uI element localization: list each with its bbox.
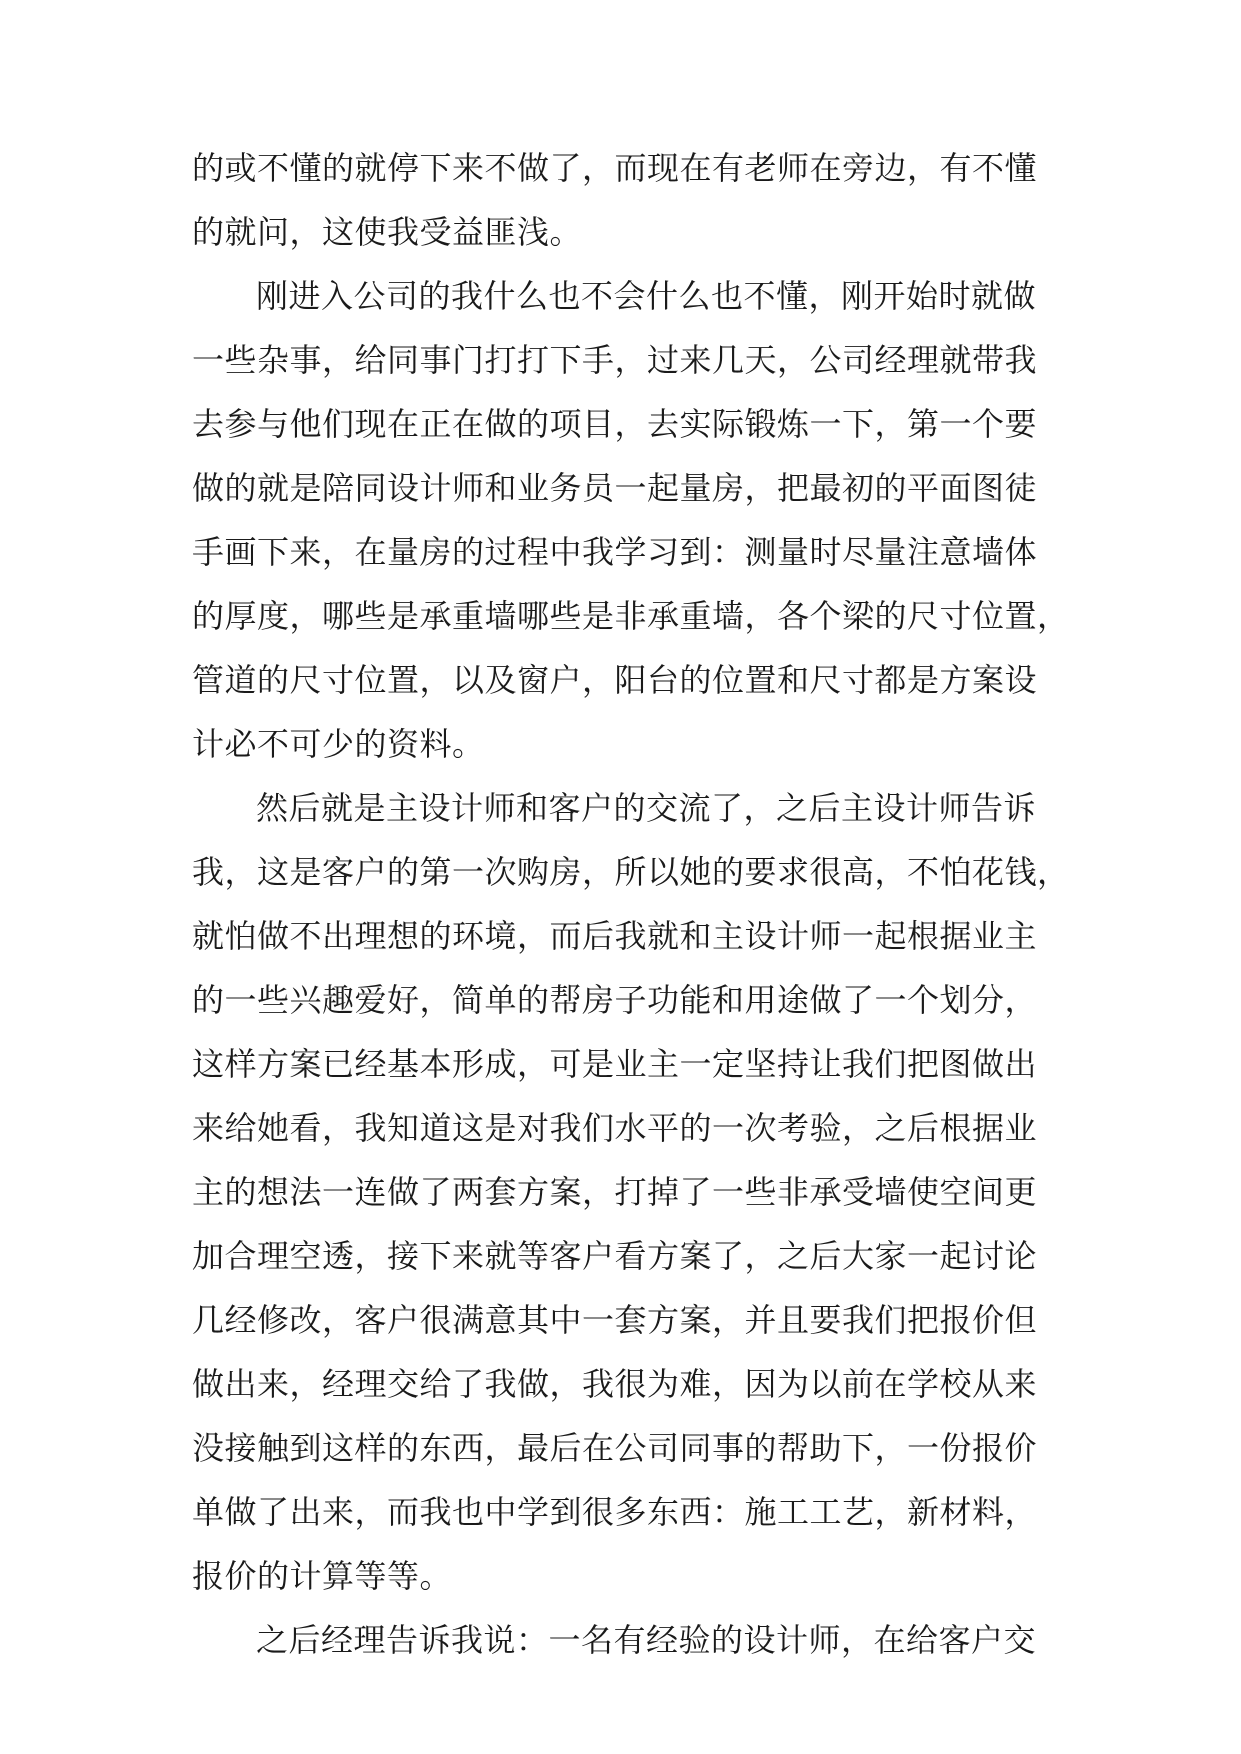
text-line: 这样方案已经基本形成，可是业主一定坚持让我们把图做出 xyxy=(192,1045,1038,1083)
text-line: 手画下来，在量房的过程中我学习到：测量时尽量注意墙体 xyxy=(192,533,1038,571)
text-line: 管道的尺寸位置，以及窗户，阳台的位置和尺寸都是方案设 xyxy=(192,661,1038,699)
text-line: 做的就是陪同设计师和业务员一起量房，把最初的平面图徒 xyxy=(192,469,1038,507)
paragraph-start-line: 刚进入公司的我什么也不会什么也不懂，刚开始时就做 xyxy=(256,277,1037,315)
text-line: 的或不懂的就停下来不做了，而现在有老师在旁边，有不懂 xyxy=(192,149,1038,187)
text-line: 单做了出来，而我也中学到很多东西：施工工艺，新材料， xyxy=(192,1493,1038,1531)
text-line: 来给她看，我知道这是对我们水平的一次考验，之后根据业 xyxy=(192,1109,1038,1147)
text-line: 一些杂事，给同事门打打下手，过来几天，公司经理就带我 xyxy=(192,341,1038,379)
text-line: 我，这是客户的第一次购房，所以她的要求很高，不怕花钱， xyxy=(192,853,1070,891)
text-line: 去参与他们现在正在做的项目，去实际锻炼一下，第一个要 xyxy=(192,405,1038,443)
text-line: 几经修改，客户很满意其中一套方案，并且要我们把报价但 xyxy=(192,1301,1038,1339)
paragraph-start-line: 然后就是主设计师和客户的交流了，之后主设计师告诉 xyxy=(256,789,1037,827)
text-line: 就怕做不出理想的环境，而后我就和主设计师一起根据业主 xyxy=(192,917,1038,955)
text-line: 的就问，这使我受益匪浅。 xyxy=(192,213,583,251)
paragraph-start-line: 之后经理告诉我说：一名有经验的设计师，在给客户交 xyxy=(256,1621,1037,1659)
text-line: 的一些兴趣爱好，简单的帮房子功能和用途做了一个划分， xyxy=(192,981,1038,1019)
text-line: 报价的计算等等。 xyxy=(192,1557,453,1595)
text-line: 计必不可少的资料。 xyxy=(192,725,485,763)
text-line: 主的想法一连做了两套方案，打掉了一些非承受墙使空间更 xyxy=(192,1173,1038,1211)
text-line: 做出来，经理交给了我做，我很为难，因为以前在学校从来 xyxy=(192,1365,1038,1403)
text-line: 没接触到这样的东西，最后在公司同事的帮助下，一份报价 xyxy=(192,1429,1038,1467)
text-line: 的厚度，哪些是承重墙哪些是非承重墙，各个梁的尺寸位置， xyxy=(192,597,1070,635)
text-line: 加合理空透，接下来就等客户看方案了，之后大家一起讨论 xyxy=(192,1237,1038,1275)
